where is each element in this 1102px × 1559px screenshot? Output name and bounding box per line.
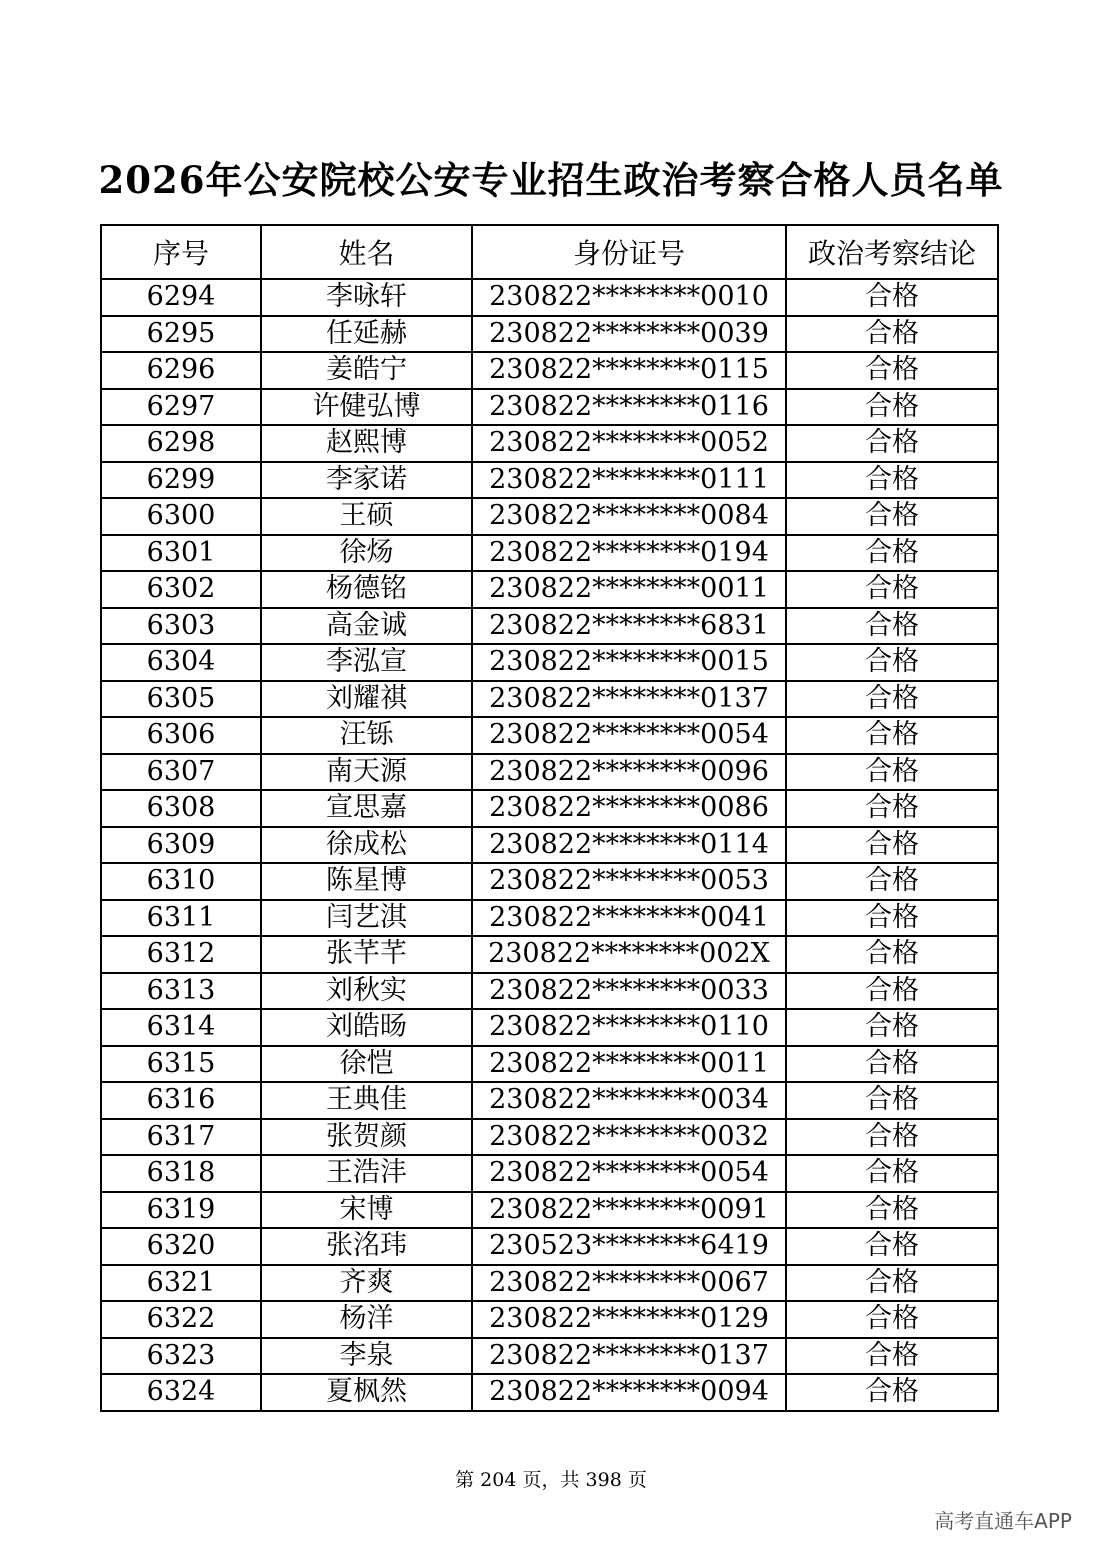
table-row: [101, 1265, 998, 1302]
cell-result: 合格: [786, 462, 998, 499]
cell-id-number: 230523********6419: [472, 1228, 786, 1265]
cell-number: 6302: [101, 571, 261, 608]
cell-name: 李咏轩: [261, 279, 472, 316]
table-row: [101, 1082, 998, 1119]
table-row: [101, 279, 998, 316]
cell-id-number: 230822********0194: [472, 535, 786, 572]
table-row: [101, 608, 998, 645]
cell-result: 合格: [786, 1119, 998, 1156]
table-row: [101, 1338, 998, 1375]
cell-number: 6320: [101, 1228, 261, 1265]
cell-id-number: 230822********0115: [472, 352, 786, 389]
cell-name: 王硕: [261, 498, 472, 535]
table-row: [101, 1155, 998, 1192]
cell-result: 合格: [786, 900, 998, 937]
cell-id-number: 230822********0096: [472, 754, 786, 791]
table-header-row: [101, 225, 998, 279]
cell-id-number: 230822********0039: [472, 316, 786, 353]
cell-id-number: 230822********0094: [472, 1374, 786, 1411]
table-row: [101, 827, 998, 864]
cell-name: 王浩沣: [261, 1155, 472, 1192]
cell-name: 杨德铭: [261, 571, 472, 608]
cell-number: 6305: [101, 681, 261, 718]
cell-number: 6297: [101, 389, 261, 426]
cell-id-number: 230822********0011: [472, 571, 786, 608]
cell-result: 合格: [786, 827, 998, 864]
cell-result: 合格: [786, 608, 998, 645]
column-header-id: 身份证号: [472, 225, 786, 279]
cell-id-number: 230822********002X: [472, 936, 786, 973]
cell-name: 宋博: [261, 1192, 472, 1229]
cell-id-number: 230822********0091: [472, 1192, 786, 1229]
table-row: [101, 936, 998, 973]
cell-id-number: 230822********0116: [472, 389, 786, 426]
table-row: [101, 462, 998, 499]
cell-number: 6321: [101, 1265, 261, 1302]
cell-id-number: 230822********0110: [472, 1009, 786, 1046]
table-row: [101, 1009, 998, 1046]
cell-name: 刘耀祺: [261, 681, 472, 718]
cell-name: 许健弘博: [261, 389, 472, 426]
column-header-number: 序号: [101, 225, 261, 279]
cell-name: 齐爽: [261, 1265, 472, 1302]
cell-result: 合格: [786, 279, 998, 316]
cell-result: 合格: [786, 389, 998, 426]
cell-result: 合格: [786, 571, 998, 608]
cell-id-number: 230822********0041: [472, 900, 786, 937]
cell-number: 6307: [101, 754, 261, 791]
table-row: [101, 1192, 998, 1229]
cell-number: 6323: [101, 1338, 261, 1375]
table-row: [101, 973, 998, 1010]
cell-result: 合格: [786, 681, 998, 718]
table-row: [101, 900, 998, 937]
cell-name: 汪铄: [261, 717, 472, 754]
cell-name: 夏枫然: [261, 1374, 472, 1411]
cell-result: 合格: [786, 717, 998, 754]
cell-id-number: 230822********0032: [472, 1119, 786, 1156]
table-row: [101, 1374, 998, 1411]
cell-number: 6315: [101, 1046, 261, 1083]
table-row: [101, 863, 998, 900]
cell-number: 6318: [101, 1155, 261, 1192]
cell-name: 高金诚: [261, 608, 472, 645]
cell-name: 徐恺: [261, 1046, 472, 1083]
table-row: [101, 352, 998, 389]
cell-id-number: 230822********0010: [472, 279, 786, 316]
cell-result: 合格: [786, 1009, 998, 1046]
cell-id-number: 230822********0052: [472, 425, 786, 462]
cell-name: 刘皓旸: [261, 1009, 472, 1046]
cell-result: 合格: [786, 1265, 998, 1302]
cell-number: 6306: [101, 717, 261, 754]
page-footer: 第 204 页，共 398 页: [455, 1469, 647, 1491]
column-header-result: 政治考察结论: [786, 225, 998, 279]
cell-number: 6296: [101, 352, 261, 389]
table-row: [101, 316, 998, 353]
cell-number: 6312: [101, 936, 261, 973]
cell-name: 徐炀: [261, 535, 472, 572]
table-row: [101, 535, 998, 572]
table-row: [101, 1119, 998, 1156]
cell-name: 宣思嘉: [261, 790, 472, 827]
cell-name: 杨洋: [261, 1301, 472, 1338]
table-row: [101, 1228, 998, 1265]
cell-number: 6319: [101, 1192, 261, 1229]
cell-number: 6316: [101, 1082, 261, 1119]
cell-number: 6322: [101, 1301, 261, 1338]
cell-name: 赵熙博: [261, 425, 472, 462]
cell-id-number: 230822********0114: [472, 827, 786, 864]
column-header-name: 姓名: [261, 225, 472, 279]
table-row: [101, 498, 998, 535]
cell-result: 合格: [786, 1228, 998, 1265]
cell-id-number: 230822********0129: [472, 1301, 786, 1338]
table-row: [101, 717, 998, 754]
cell-name: 张贺颜: [261, 1119, 472, 1156]
table-row: [101, 644, 998, 681]
cell-result: 合格: [786, 1338, 998, 1375]
cell-result: 合格: [786, 1192, 998, 1229]
cell-number: 6299: [101, 462, 261, 499]
cell-number: 6309: [101, 827, 261, 864]
table-body: [101, 279, 998, 1411]
cell-result: 合格: [786, 790, 998, 827]
cell-result: 合格: [786, 1301, 998, 1338]
cell-id-number: 230822********0053: [472, 863, 786, 900]
cell-name: 李泉: [261, 1338, 472, 1375]
cell-name: 任延赫: [261, 316, 472, 353]
roster-table: [100, 224, 999, 1412]
cell-number: 6295: [101, 316, 261, 353]
table-row: [101, 1046, 998, 1083]
cell-name: 徐成松: [261, 827, 472, 864]
cell-result: 合格: [786, 1155, 998, 1192]
cell-id-number: 230822********0086: [472, 790, 786, 827]
cell-id-number: 230822********0054: [472, 717, 786, 754]
cell-id-number: 230822********6831: [472, 608, 786, 645]
cell-name: 闫艺淇: [261, 900, 472, 937]
cell-number: 6317: [101, 1119, 261, 1156]
cell-name: 李家诺: [261, 462, 472, 499]
cell-id-number: 230822********0034: [472, 1082, 786, 1119]
cell-name: 姜皓宁: [261, 352, 472, 389]
cell-result: 合格: [786, 644, 998, 681]
cell-result: 合格: [786, 863, 998, 900]
cell-name: 张洺玮: [261, 1228, 472, 1265]
cell-number: 6304: [101, 644, 261, 681]
cell-id-number: 230822********0084: [472, 498, 786, 535]
cell-result: 合格: [786, 316, 998, 353]
cell-result: 合格: [786, 1082, 998, 1119]
table-row: [101, 389, 998, 426]
table-row: [101, 425, 998, 462]
cell-number: 6310: [101, 863, 261, 900]
cell-number: 6324: [101, 1374, 261, 1411]
cell-number: 6311: [101, 900, 261, 937]
cell-id-number: 230822********0137: [472, 1338, 786, 1375]
cell-result: 合格: [786, 535, 998, 572]
cell-name: 陈星博: [261, 863, 472, 900]
cell-id-number: 230822********0054: [472, 1155, 786, 1192]
cell-number: 6303: [101, 608, 261, 645]
cell-result: 合格: [786, 498, 998, 535]
cell-result: 合格: [786, 425, 998, 462]
cell-number: 6301: [101, 535, 261, 572]
cell-result: 合格: [786, 1046, 998, 1083]
cell-id-number: 230822********0067: [472, 1265, 786, 1302]
table-row: [101, 754, 998, 791]
cell-name: 南天源: [261, 754, 472, 791]
table-row: [101, 1301, 998, 1338]
cell-result: 合格: [786, 973, 998, 1010]
cell-number: 6294: [101, 279, 261, 316]
cell-id-number: 230822********0033: [472, 973, 786, 1010]
table-row: [101, 571, 998, 608]
cell-result: 合格: [786, 754, 998, 791]
cell-name: 张芊芊: [261, 936, 472, 973]
cell-id-number: 230822********0137: [472, 681, 786, 718]
cell-number: 6314: [101, 1009, 261, 1046]
table-row: [101, 790, 998, 827]
cell-id-number: 230822********0011: [472, 1046, 786, 1083]
page-title: 2026年公安院校公安专业招生政治考察合格人员名单: [98, 158, 1004, 202]
cell-id-number: 230822********0015: [472, 644, 786, 681]
cell-name: 李泓宣: [261, 644, 472, 681]
cell-number: 6298: [101, 425, 261, 462]
cell-name: 刘秋实: [261, 973, 472, 1010]
watermark: 高考直通车APP: [934, 1509, 1072, 1533]
cell-number: 6300: [101, 498, 261, 535]
cell-id-number: 230822********0111: [472, 462, 786, 499]
cell-result: 合格: [786, 936, 998, 973]
table-row: [101, 681, 998, 718]
cell-result: 合格: [786, 1374, 998, 1411]
cell-result: 合格: [786, 352, 998, 389]
cell-name: 王典佳: [261, 1082, 472, 1119]
cell-number: 6308: [101, 790, 261, 827]
cell-number: 6313: [101, 973, 261, 1010]
